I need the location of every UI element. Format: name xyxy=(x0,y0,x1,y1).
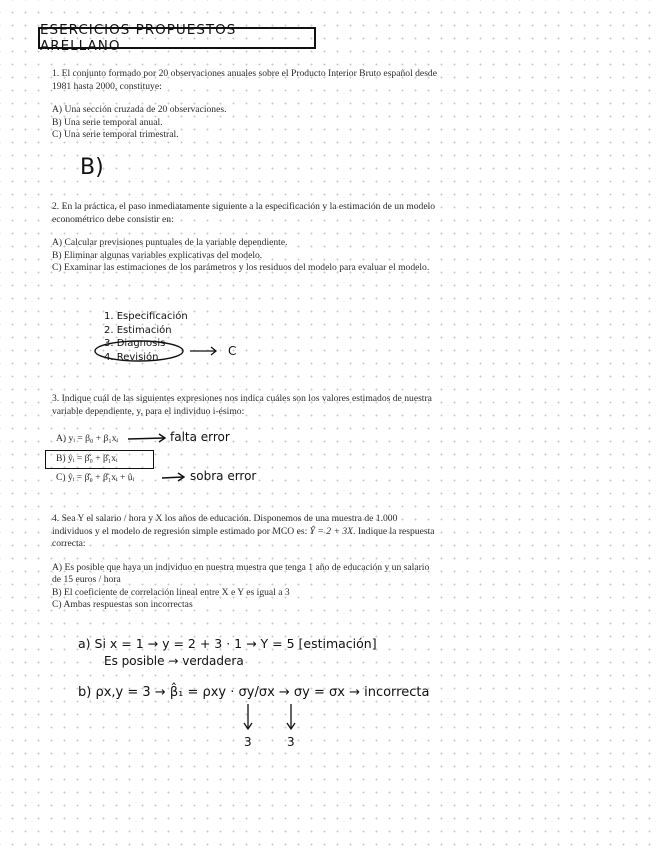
step-3: 3. Diagnosis xyxy=(104,338,166,349)
question-4-options xyxy=(52,562,436,612)
question-2 xyxy=(52,201,442,275)
step-1: 1. Especificación xyxy=(104,311,188,322)
step-2: 2. Estimación xyxy=(104,324,172,336)
question-1 xyxy=(52,68,442,142)
option-a: A) Calcular previsiones puntuales de la variable dependiente. xyxy=(52,237,288,248)
option-b: B) Una serie temporal anual. xyxy=(52,116,163,128)
option-b: B) Eliminar algunas variables explicativas del modelo. xyxy=(52,249,263,261)
question-1-text: 1. El conjunto formado por 20 observaciones anuales sobre el Producto Interior Bruto español desde 1981 hasta 2000, constituye: xyxy=(52,68,437,92)
q4-note-a-line-2: Es posible → verdadera xyxy=(104,654,244,668)
option-b: B) El coeficiente de correlación lineal entre X e Y es igual a 3 xyxy=(52,586,290,598)
option-c: C) Examinar las estimaciones de los parámetros y los residuos del modelo para evaluar el modelo. xyxy=(52,262,430,273)
q3-note-a: falta error xyxy=(170,430,230,444)
question-2-options xyxy=(52,237,442,275)
answer-2: C xyxy=(228,344,237,358)
arrow-icon xyxy=(160,471,188,483)
question-4 xyxy=(52,513,436,612)
q4-note-b-line-1: b) ρx,y = 3 → β̂₁ = ρxy · σy/σx → σy = σx → incorrecta xyxy=(78,685,430,700)
down-arrows xyxy=(238,702,308,734)
q4-note-a-line-1: a) Si x = 1 → y = 2 + 3 · 1 → Y = 5 [estimación] xyxy=(78,636,377,651)
question-4-text-2: . Indique la respuesta correcta: xyxy=(52,525,435,549)
option-c: C) Una serie temporal trimestral. xyxy=(52,129,179,140)
arrow-icon xyxy=(126,432,170,444)
question-4-text-1: 4. Sea Y el salario / hora y X los años de educación. Disponemos de una muestra de 1.000 individuos y el modelo de regresión simple estimado por MCO es: xyxy=(52,513,398,537)
diagnosis-circle-arrow xyxy=(94,338,244,364)
q3-option-a: A) yᵢ = β₀ + β₁xᵢ xyxy=(56,433,119,444)
q4-note-b-value-2: 3 xyxy=(287,735,295,749)
question-4-equation: Ŷ = 2 + 3X xyxy=(309,525,354,537)
question-4-text xyxy=(52,513,436,551)
option-a: A) Es posible que haya un individuo en nuestra muestra que tenga 1 año de educación y un salario de 15 euros / hora xyxy=(52,561,430,585)
question-2-text: 2. En la práctica, el paso inmediatamente siguiente a la especificación y la estimación de un modelo econométrico debe consistir en: xyxy=(52,201,436,225)
question-3 xyxy=(52,393,442,418)
question-1-options xyxy=(52,104,442,142)
q3-note-c: sobra error xyxy=(190,469,257,483)
question-3-text: 3. Indique cuál de las siguientes expresiones nos indica cuáles son los valores estimados de nuestra variable dependiente, y, para el individuo i-ésimo: xyxy=(52,393,432,417)
option-c: C) Ambas respuestas son incorrectas xyxy=(52,599,193,610)
option-a: A) Una sección cruzada de 20 observaciones. xyxy=(52,104,227,115)
q4-note-b-value-1: 3 xyxy=(244,735,252,749)
page-title: ESERCICIOS PROPUESTOS ARELLANO xyxy=(38,27,316,49)
q3-option-c: C) ŷᵢ = β̂₀ + β̂₁xᵢ + ûᵢ xyxy=(56,472,135,483)
q3-option-b: B) ŷᵢ = β̂₀ + β̂₁xᵢ xyxy=(56,453,118,464)
answer-1: B) xyxy=(80,155,104,180)
step-4: 4. Revisión xyxy=(104,351,159,363)
